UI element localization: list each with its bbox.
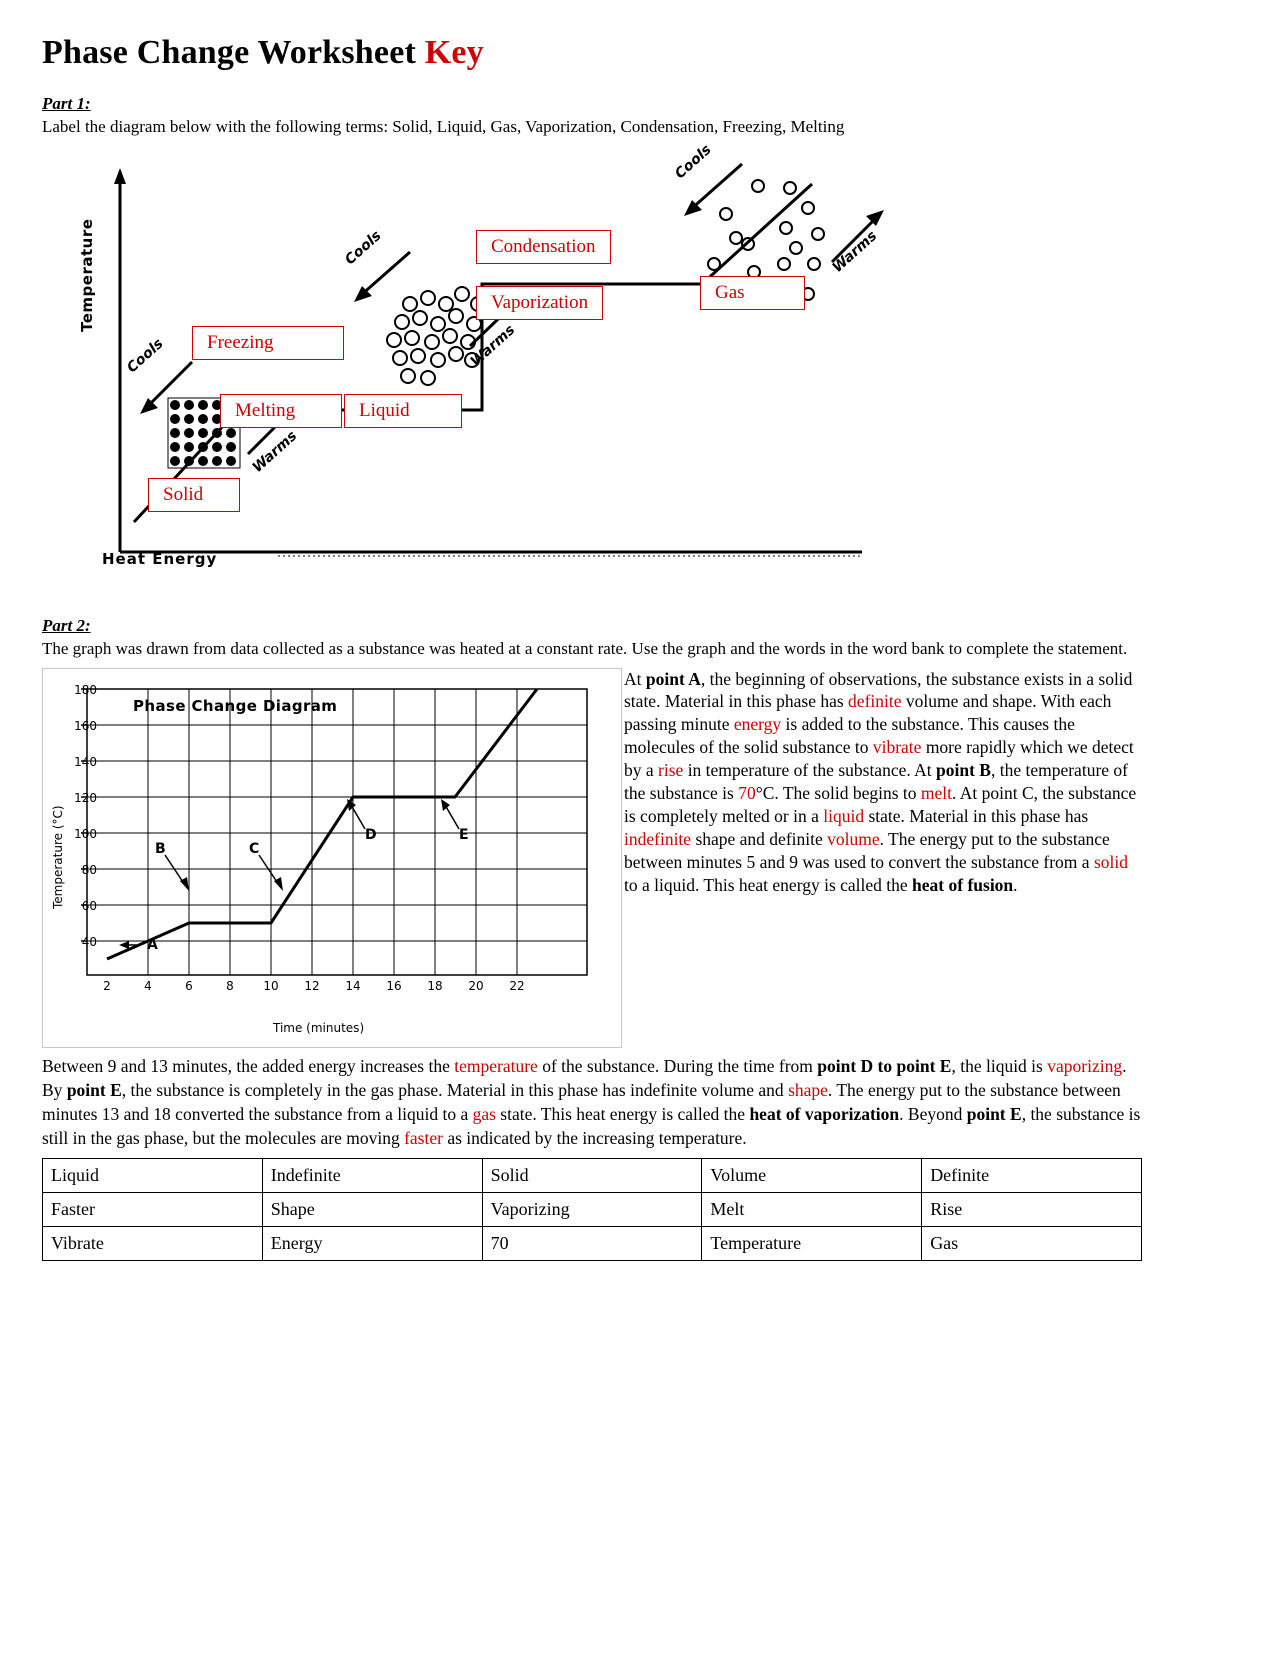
chart-ytick: 100: [74, 826, 97, 841]
part2-heading: Part 2:: [42, 615, 91, 635]
text-segment: shape: [788, 1079, 828, 1100]
text-segment: liquid: [823, 806, 865, 827]
text-segment: point D to point E: [817, 1055, 952, 1076]
part2-paragraph-right: [622, 668, 1142, 1048]
text-segment: rise: [658, 760, 684, 781]
chart-point-label-e: E: [459, 826, 469, 843]
word-bank-cell: Rise: [922, 1193, 1142, 1227]
word-bank-cell: Volume: [702, 1159, 922, 1193]
text-segment: volume: [827, 828, 880, 849]
chart-ytick: 80: [81, 862, 97, 877]
page-title-main: Phase Change Worksheet: [42, 34, 425, 71]
chart-point-label-a: A: [147, 936, 158, 953]
label-liquid[interactable]: Liquid: [344, 394, 462, 428]
chart-point-label-c: C: [249, 840, 260, 857]
text-segment: 70: [738, 783, 756, 804]
chart-xtick: 18: [427, 978, 443, 993]
chart-xtick: 14: [345, 978, 361, 993]
chart-title: Phase Change Diagram: [133, 696, 338, 715]
text-segment: , the substance is completely in the gas phase. Material in this phase has indefinite volume and: [121, 1079, 789, 1100]
label-melting[interactable]: Melting: [220, 394, 342, 428]
diagram-graphics: [42, 152, 1142, 622]
arrow-word-cools-solid: Cools: [124, 335, 167, 376]
chart-xtick: 22: [509, 978, 525, 993]
page-content: [42, 34, 1142, 1261]
label-gas[interactable]: Gas: [700, 276, 805, 310]
chart-y-axis-label: Temperature (°C): [51, 804, 65, 909]
text-segment: , the temperature of the substance is: [624, 760, 1128, 804]
chart-xtick: 20: [468, 978, 484, 993]
text-segment: shape and definite: [691, 828, 828, 849]
word-bank-cell: Vaporizing: [482, 1193, 702, 1227]
chart-ytick: 60: [81, 898, 97, 913]
text-segment: . The energy put to the substance between minutes 13 and 18 converted the substance from a liquid to a: [42, 1079, 1121, 1124]
text-segment: as indicated by the increasing temperature.: [442, 1127, 747, 1148]
text-segment: , the beginning of observations, the substance exists in a solid state. Material in this phase has: [624, 668, 1133, 712]
text-segment: indefinite: [624, 828, 692, 849]
word-bank-cell: Melt: [702, 1193, 922, 1227]
text-segment: temperature: [454, 1055, 538, 1076]
chart-xtick: 2: [103, 978, 111, 993]
table-row: [43, 1227, 1142, 1261]
label-vaporization[interactable]: Vaporization: [476, 286, 603, 320]
arrow-word-warms-solid: Warms: [249, 427, 301, 476]
text-segment: melt: [920, 783, 952, 804]
chart-xtick: 8: [226, 978, 234, 993]
word-bank-cell: Liquid: [43, 1159, 263, 1193]
arrow-word-cools-gas: Cools: [672, 141, 715, 182]
text-segment: of the substance. During the time from: [537, 1055, 818, 1076]
page-title: [42, 34, 1142, 72]
chart-xtick: 4: [144, 978, 152, 993]
word-bank-table: [42, 1158, 1142, 1261]
text-segment: , the liquid is: [951, 1055, 1048, 1076]
text-segment: vibrate: [872, 737, 922, 758]
chart-xtick: 6: [185, 978, 193, 993]
text-segment: energy: [733, 714, 782, 735]
text-segment: . The energy put to the substance between minutes 5 and 9 was used to convert the substance from a: [624, 828, 1110, 872]
chart-xtick: 10: [263, 978, 279, 993]
text-segment: in temperature of the substance. At: [683, 760, 937, 781]
phase-change-labeling-diagram: [42, 141, 1142, 622]
text-segment: definite: [848, 691, 902, 712]
text-segment: heat of fusion: [912, 874, 1014, 895]
word-bank-cell: Faster: [43, 1193, 263, 1227]
arrow-word-cools-liquid: Cools: [342, 227, 385, 268]
part1-instructions: Label the diagram below with the following terms: Solid, Liquid, Gas, Vaporization, Condensation, Freezing, Melting: [42, 117, 845, 136]
page-title-key: Key: [424, 34, 484, 71]
text-segment: more rapidly which we detect by a: [624, 737, 1134, 781]
chart-point-label-b: B: [155, 840, 166, 857]
diagram-y-axis-label: Temperature: [78, 218, 96, 332]
text-segment: gas: [472, 1103, 496, 1124]
chart-ytick: 180: [74, 682, 97, 697]
diagram-x-axis-label: Heat Energy: [102, 549, 218, 568]
text-segment: point E: [66, 1079, 122, 1100]
word-bank-cell: Vibrate: [43, 1227, 263, 1261]
arrow-word-warms-gas: Warms: [829, 227, 881, 276]
chart-ytick: 140: [74, 754, 97, 769]
text-segment: state. Material in this phase has: [864, 806, 1089, 827]
part2-body: [42, 668, 1142, 1048]
word-bank-cell: Temperature: [702, 1227, 922, 1261]
text-segment: point B: [936, 760, 991, 781]
chart-ytick: 120: [74, 790, 97, 805]
word-bank-cell: Definite: [922, 1159, 1142, 1193]
text-segment: to a liquid. This heat energy is called the: [624, 874, 913, 895]
text-segment: is added to the substance. This causes the molecules of the solid substance to: [624, 714, 1075, 758]
chart-x-axis-label: Time (minutes): [273, 1020, 365, 1035]
chart-graphics: [43, 669, 623, 1049]
word-bank-cell: Indefinite: [262, 1159, 482, 1193]
text-segment: . By: [42, 1055, 1127, 1100]
text-segment: At: [624, 668, 646, 689]
label-solid[interactable]: Solid: [148, 478, 240, 512]
text-segment: °C. The solid begins to: [755, 783, 921, 804]
text-segment: heat of vaporization: [749, 1103, 900, 1124]
arrow-word-warms-liquid: Warms: [467, 321, 519, 370]
chart-ytick: 160: [74, 718, 97, 733]
word-bank-cell: 70: [482, 1227, 702, 1261]
label-freezing[interactable]: Freezing: [192, 326, 344, 360]
text-segment: solid: [1093, 851, 1128, 872]
chart-ytick: 40: [81, 934, 97, 949]
text-segment: .: [1013, 874, 1018, 895]
text-segment: . Beyond: [899, 1103, 967, 1124]
part1-heading: Part 1:: [42, 94, 91, 113]
text-segment: vaporizing: [1047, 1055, 1123, 1076]
label-condensation[interactable]: Condensation: [476, 230, 611, 264]
chart-xtick: 16: [386, 978, 402, 993]
chart-xtick: 12: [304, 978, 320, 993]
phase-change-chart: [42, 668, 622, 1048]
text-segment: , the substance is still in the gas phase, but the molecules are moving: [42, 1103, 1141, 1148]
word-bank-cell: Shape: [262, 1193, 482, 1227]
table-row: [43, 1159, 1142, 1193]
text-segment: faster: [404, 1127, 443, 1148]
text-segment: point A: [645, 668, 701, 689]
word-bank-cell: Energy: [262, 1227, 482, 1261]
word-bank-cell: Gas: [922, 1227, 1142, 1261]
part2-instructions: The graph was drawn from data collected as a substance was heated at a constant rate. Use the graph and the words in the word bank to complete the statement.: [42, 638, 1128, 658]
word-bank-cell: Solid: [482, 1159, 702, 1193]
text-segment: point E: [966, 1103, 1022, 1124]
text-segment: state. This heat energy is called the: [495, 1103, 750, 1124]
chart-point-label-d: D: [365, 826, 377, 843]
text-segment: Between 9 and 13 minutes, the added energy increases the: [42, 1055, 455, 1076]
text-segment: volume and shape. With each passing minute: [624, 691, 1112, 735]
table-row: [43, 1193, 1142, 1227]
part2-paragraph-bottom: [42, 1054, 1142, 1151]
word-bank-body: [43, 1159, 1142, 1261]
text-segment: . At point C, the substance is completely melted or in a: [624, 783, 1137, 827]
